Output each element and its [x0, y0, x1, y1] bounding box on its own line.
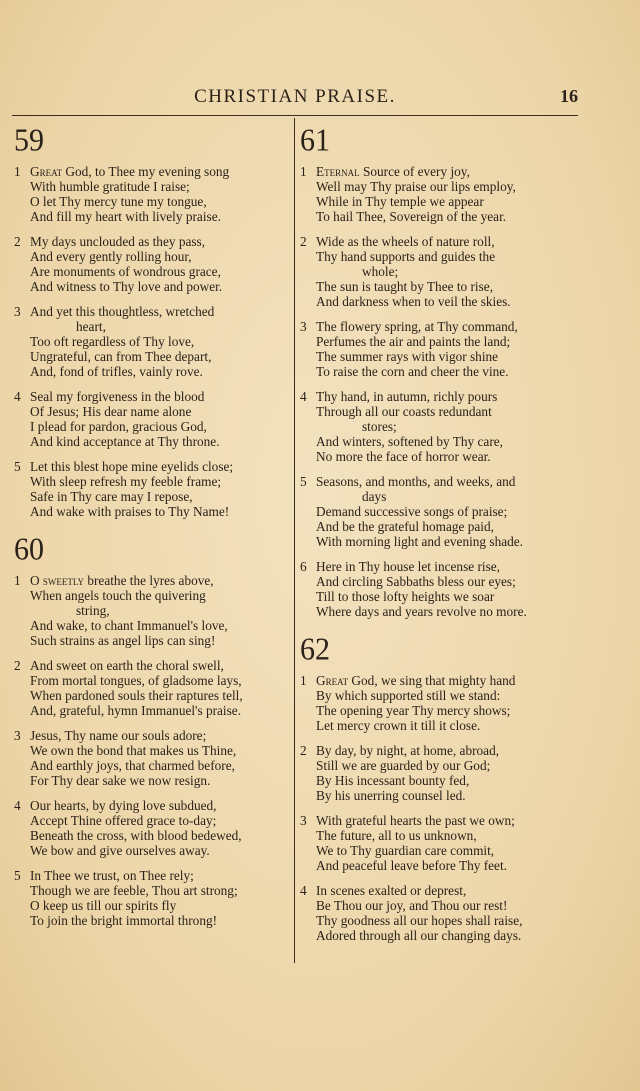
stanza-number: 4 — [300, 389, 307, 404]
verse-line: To hail Thee, Sovereign of the year. — [316, 209, 507, 224]
stanza — [300, 319, 576, 379]
stanza-number: 3 — [14, 304, 21, 319]
verse-line: O keep us till our spirits fly — [30, 898, 177, 913]
running-title: CHRISTIAN PRAISE. — [194, 86, 396, 107]
verse-line: Beneath the cross, with blood bedewed, — [30, 828, 242, 843]
verse-line: And kind acceptance at Thy throne. — [30, 434, 220, 449]
stanza-number: 3 — [300, 813, 307, 828]
stanza-number: 2 — [300, 234, 307, 249]
verse-line: Safe in Thy care may I repose, — [30, 489, 193, 504]
verse-line: 4 Seal my forgiveness in the blood — [14, 389, 205, 404]
stanza — [300, 673, 576, 733]
header-rule — [12, 115, 578, 116]
hymn-number: 59 — [14, 123, 44, 158]
stanza — [300, 813, 576, 873]
verse-line: To raise the corn and cheer the vine. — [316, 364, 509, 379]
verse-line: And, grateful, hymn Immanuel's praise. — [30, 703, 242, 718]
verse-line: 3 With grateful hearts the past we own; — [300, 813, 515, 828]
right-column — [300, 120, 576, 953]
verse-line: And be the grateful homage paid, — [316, 519, 494, 534]
hymn — [300, 629, 576, 943]
verse-line: I plead for pardon, gracious God, — [30, 419, 207, 434]
stanza — [300, 743, 576, 803]
stanza-number: 4 — [14, 389, 21, 404]
verse-line: The sun is taught by Thee to rise, — [316, 279, 494, 294]
stanza — [14, 389, 290, 449]
verse-line: Perfumes the air and paints the land; — [316, 334, 511, 349]
hymn — [14, 529, 290, 928]
stanza — [300, 559, 576, 619]
verse-line: 4 In scenes exalted or deprest, — [300, 883, 467, 898]
stanza-number: 5 — [300, 474, 307, 489]
verse-line: 2 My days unclouded as they pass, — [14, 234, 206, 249]
verse-line: And winters, softened by Thy care, — [316, 434, 503, 449]
verse-line: Still we are guarded by our God; — [316, 758, 491, 773]
verse-line: We own the bond that makes us Thine, — [30, 743, 237, 758]
stanza — [14, 573, 290, 648]
verse-line: And every gently rolling hour, — [30, 249, 192, 264]
verse-line: 3 And yet this thoughtless, wretched — [14, 304, 215, 319]
stanza-number: 2 — [14, 234, 21, 249]
stanza — [14, 658, 290, 718]
stanza — [300, 883, 576, 943]
stanza — [14, 798, 290, 858]
verse-line: And wake with praises to Thy Name! — [30, 504, 230, 519]
verse-line: 5 In Thee we trust, on Thee rely; — [14, 868, 194, 883]
verse-line: When pardoned souls their raptures tell, — [30, 688, 243, 703]
stanza-number: 2 — [300, 743, 307, 758]
verse-line: heart, — [76, 319, 106, 334]
lead-word: O sweetly — [30, 573, 85, 588]
hymn — [300, 120, 576, 619]
stanza — [300, 164, 576, 224]
verse-line: 4 Our hearts, by dying love subdued, — [14, 798, 217, 813]
verse-line: 2 And sweet on earth the choral swell, — [14, 658, 224, 673]
stanza-number: 6 — [300, 559, 307, 574]
verse-line: 2 By day, by night, at home, abroad, — [300, 743, 500, 758]
verse-line: By His incessant bounty fed, — [316, 773, 470, 788]
page-header — [12, 84, 578, 114]
verse-line: The future, all to us unknown, — [316, 828, 477, 843]
verse-line: Well may Thy praise our lips employ, — [316, 179, 516, 194]
stanza-number: 3 — [14, 728, 21, 743]
verse-line: And darkness when to veil the skies. — [316, 294, 511, 309]
verse-line: By which supported still we stand: — [316, 688, 501, 703]
verse-line: Be Thou our joy, and Thou our rest! — [316, 898, 508, 913]
stanza-number: 3 — [300, 319, 307, 334]
verse-line: 1 Great God, to Thee my evening song — [14, 164, 230, 179]
verse-line: When angels touch the quivering — [30, 588, 206, 603]
hymn-number: 60 — [14, 532, 44, 567]
verse-line: 6 Here in Thy house let incense rise, — [300, 559, 501, 574]
stanza-number: 5 — [14, 459, 21, 474]
hymn-number: 62 — [300, 632, 330, 667]
verse-line: Of Jesus; His dear name alone — [30, 404, 192, 419]
verse-line: And circling Sabbaths bless our eyes; — [316, 574, 516, 589]
stanza — [300, 389, 576, 464]
verse-line: To join the bright immortal throng! — [30, 913, 218, 928]
verse-line: Through all our coasts redundant — [316, 404, 492, 419]
verse-line: 3 The flowery spring, at Thy command, — [300, 319, 518, 334]
verse-line: stores; — [362, 419, 397, 434]
verse-line: The summer rays with vigor shine — [316, 349, 499, 364]
verse-line: 2 Wide as the wheels of nature roll, — [300, 234, 495, 249]
stanza-number: 5 — [14, 868, 21, 883]
verse-line: Ungrateful, can from Thee depart, — [30, 349, 212, 364]
verse-line: No more the face of horror wear. — [316, 449, 491, 464]
verse-line: string, — [76, 603, 110, 618]
stanza — [14, 164, 290, 224]
verse-line: Such strains as angel lips can sing! — [30, 633, 216, 648]
verse-line: 5 Let this blest hope mine eyelids close; — [14, 459, 234, 474]
verse-line: Though we are feeble, Thou art strong; — [30, 883, 238, 898]
verse-line: Where days and years revolve no more. — [316, 604, 527, 619]
verse-line: With humble gratitude I raise; — [30, 179, 190, 194]
verse-line: Till to those lofty heights we soar — [316, 589, 495, 604]
lead-word: Great — [316, 673, 349, 688]
stanza — [300, 234, 576, 309]
stanza-number: 4 — [14, 798, 21, 813]
stanza-number: 1 — [300, 673, 307, 688]
verse-line: We to Thy guardian care commit, — [316, 843, 495, 858]
verse-line: 1 Great God, we sing that mighty hand — [300, 673, 516, 688]
verse-line: We bow and give ourselves away. — [30, 843, 210, 858]
verse-line: Are monuments of wondrous grace, — [30, 264, 221, 279]
verse-line: 5 Seasons, and months, and weeks, and — [300, 474, 516, 489]
stanza-number: 1 — [300, 164, 307, 179]
verse-line: Accept Thine offered grace to-day; — [30, 813, 217, 828]
stanza-number: 4 — [300, 883, 307, 898]
verse-line: whole; — [362, 264, 399, 279]
left-column — [14, 120, 290, 938]
verse-line: With sleep refresh my feeble frame; — [30, 474, 222, 489]
verse-line: And wake, to chant Immanuel's love, — [30, 618, 228, 633]
verse-line: Thy goodness all our hopes shall raise, — [316, 913, 523, 928]
verse-line: 4 Thy hand, in autumn, richly pours — [300, 389, 498, 404]
verse-line: 1 Eternal Source of every joy, — [300, 164, 470, 179]
hymn-number: 61 — [300, 123, 330, 158]
verse-line: Too oft regardless of Thy love, — [30, 334, 195, 349]
verse-line: By his unerring counsel led. — [316, 788, 466, 803]
verse-line: For Thy dear sake we now resign. — [30, 773, 211, 788]
stanza-number: 1 — [14, 573, 21, 588]
verse-line: Demand successive songs of praise; — [316, 504, 508, 519]
verse-line: With morning light and evening shade. — [316, 534, 524, 549]
verse-line: And earthly joys, that charmed before, — [30, 758, 235, 773]
verse-line: And peaceful leave before Thy feet. — [316, 858, 507, 873]
verse-line: Let mercy crown it till it close. — [316, 718, 481, 733]
stanza-number: 2 — [14, 658, 21, 673]
column-divider — [294, 118, 295, 963]
hymn — [14, 120, 290, 519]
stanza — [14, 304, 290, 379]
verse-line: And fill my heart with lively praise. — [30, 209, 221, 224]
verse-line: 1 O sweetly breathe the lyres above, — [14, 573, 214, 588]
verse-line: Thy hand supports and guides the — [316, 249, 496, 264]
stanza — [14, 868, 290, 928]
verse-line: And witness to Thy love and power. — [30, 279, 223, 294]
verse-line: From mortal tongues, of gladsome lays, — [30, 673, 242, 688]
stanza — [14, 234, 290, 294]
verse-line: Adored through all our changing days. — [316, 928, 522, 943]
verse-line: And, fond of trifles, vainly rove. — [30, 364, 203, 379]
verse-line: The opening year Thy mercy shows; — [316, 703, 511, 718]
stanza — [14, 728, 290, 788]
page-number: 16 — [560, 86, 578, 106]
lead-word: Eternal — [316, 164, 360, 179]
lead-word: Great — [30, 164, 63, 179]
stanza-number: 1 — [14, 164, 21, 179]
verse-line: days — [362, 489, 387, 504]
stanza — [14, 459, 290, 519]
stanza — [300, 474, 576, 549]
verse-line: 3 Jesus, Thy name our souls adore; — [14, 728, 207, 743]
verse-line: While in Thy temple we appear — [316, 194, 484, 209]
verse-line: O let Thy mercy tune my tongue, — [30, 194, 207, 209]
